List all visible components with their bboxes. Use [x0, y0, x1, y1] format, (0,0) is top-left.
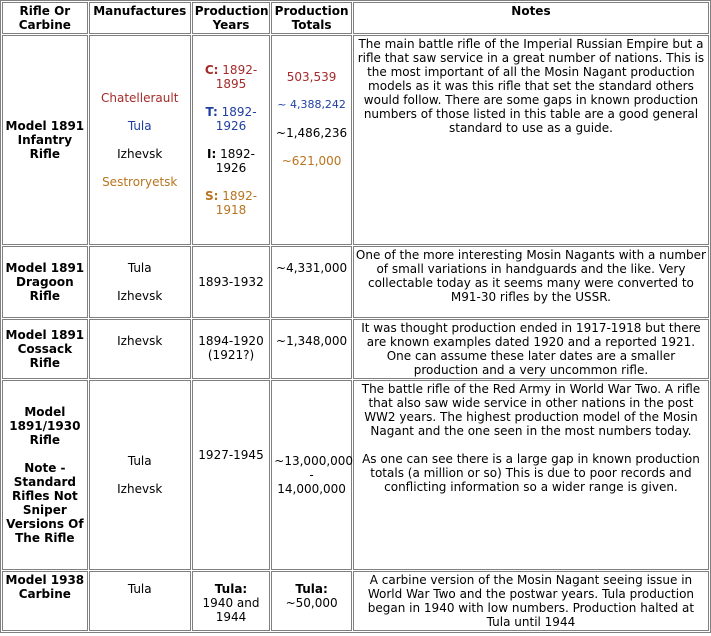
notes-cell: The main battle rifle of the Imperial Russian Empire but a rifle that saw service in a great number of nations. This is the most important of all the Mosin Nagant production models as it was this rifle that set the standard others would follow. There are some gaps in known production numbers of those listed in this table are a good general standard to use as a guide. [353, 35, 709, 245]
totals-cell [271, 571, 352, 631]
total-value: ~50,000 [285, 596, 338, 610]
total-value: 14,000,000 [277, 482, 346, 496]
maker: Chatellerault [101, 91, 179, 105]
totals-cell: ~1,348,000 [271, 319, 352, 379]
table-row [2, 571, 709, 631]
years-cell: 1893-1932 [192, 246, 271, 318]
table-row [2, 246, 709, 318]
maker: Tula [127, 119, 152, 133]
header-notes: Notes [353, 2, 709, 34]
years-cell: 1927-1945 [192, 380, 271, 570]
totals-cell [271, 35, 352, 245]
total-value: ~621,000 [281, 154, 342, 168]
rifle-name: Model 1891 Infantry Rifle [2, 35, 88, 245]
total-value: ~ 4,388,242 [277, 98, 346, 111]
maker: Tula [127, 582, 152, 596]
rifle-name-cell [2, 380, 88, 570]
rifle-name: Model 1938 Carbine [2, 571, 88, 631]
table-row [2, 319, 709, 379]
header-production-totals: Production Totals [271, 2, 352, 34]
totals-cell: ~4,331,000 [271, 246, 352, 318]
header-manufactures: Manufactures [89, 2, 191, 34]
total-value: ~1,486,236 [276, 126, 348, 140]
maker: Tula [127, 261, 152, 275]
manufacturers-cell [89, 319, 191, 379]
table-header-row [2, 2, 709, 34]
notes-cell: One of the more interesting Mosin Nagants with a number of small variations in handguards and the like. Very collectable today as it seems many were converted to M91-30 rifles by the USSR. [353, 246, 709, 318]
years-cell [192, 35, 271, 245]
notes-cell: It was thought production ended in 1917-1918 but there are known examples dated 1920 and a reported 1921. One can assume these later dates are a smaller production and a very uncommon rifle. [353, 319, 709, 379]
maker: Izhevsk [117, 289, 163, 303]
years-entry: T: 1892-1926 [205, 105, 257, 133]
maker: Izhevsk [117, 334, 163, 348]
manufacturers-cell [89, 380, 191, 570]
total-dash: - [309, 468, 314, 482]
table-row [2, 380, 709, 570]
rifle-name: Model 1891 Dragoon Rifle [2, 246, 88, 318]
maker: Tula [127, 454, 152, 468]
header-rifle: Rifle Or Carbine [2, 2, 88, 34]
manufacturers-cell [89, 246, 191, 318]
rifle-name: Model 1891 Cossack Rifle [2, 319, 88, 379]
header-production-years: Production Years [192, 2, 271, 34]
notes-cell: A carbine version of the Mosin Nagant seeing issue in World War Two and the postwar years. Tula production began in 1940 with low numbers. Production halted at Tula until 1944 [353, 571, 709, 631]
totals-label: Tula: [295, 582, 328, 596]
total-value: 503,539 [286, 70, 337, 84]
manufacturers-cell [89, 35, 191, 245]
years-cell [192, 571, 271, 631]
years-label: Tula: [214, 582, 248, 596]
total-value: ~13,000,000 [274, 454, 354, 468]
maker: Sestroryetsk [102, 175, 178, 189]
table-row [2, 35, 709, 245]
totals-cell [271, 380, 352, 570]
notes-cell [353, 380, 709, 570]
years-entry: I: 1892-1926 [207, 147, 255, 175]
maker: Izhevsk [117, 147, 163, 161]
notes-paragraph: The battle rifle of the Red Army in World War Two. A rifle that also saw wide service in other nations in the post WW2 years. The highest production model of the Mosin Nagant and the one seen in the most numbers today. [361, 382, 701, 438]
years-entry: S: 1892-1918 [204, 189, 258, 217]
years-entry: C: 1892-1895 [204, 63, 258, 91]
years-value: 1940 and 1944 [202, 596, 260, 624]
maker: Izhevsk [117, 482, 163, 496]
years-cell: 1894-1920 (1921?) [192, 319, 271, 379]
manufacturers-cell [89, 571, 191, 631]
notes-paragraph: As one can see there is a large gap in known production totals (a million or so) This is due to poor records and conflicting information so a wider range is given. [362, 452, 700, 494]
rifle-note: Note - Standard Rifles Not Sniper Versions Of The Rifle [6, 461, 84, 545]
rifle-name: Model 1891/1930 Rifle [9, 405, 81, 447]
